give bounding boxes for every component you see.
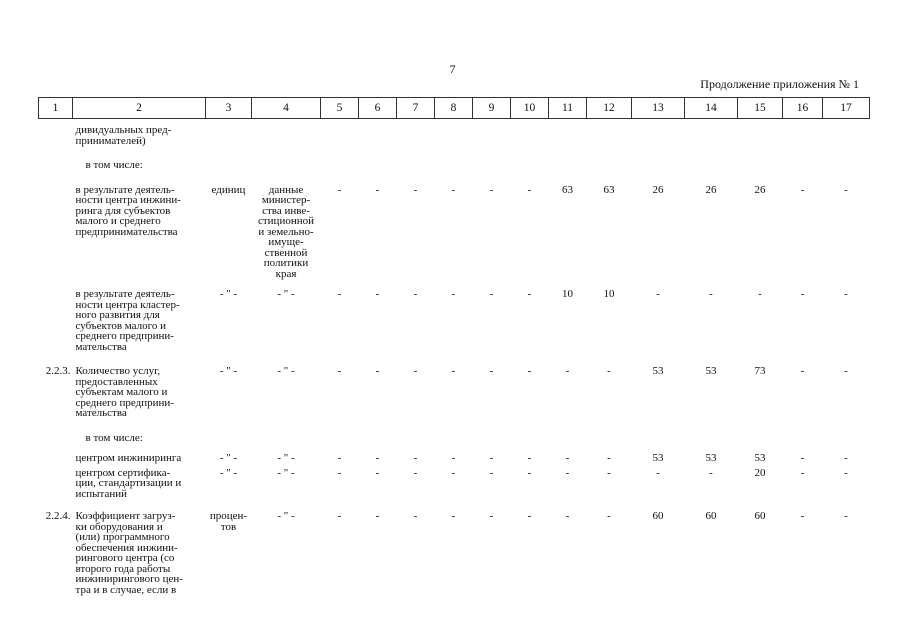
row-value: - xyxy=(800,452,805,464)
row-value xyxy=(435,160,473,171)
row-value: - xyxy=(527,510,532,522)
row-description: в результате деятель- ности центра инжини- ринга для субъектов малого и среднего предпринимательства xyxy=(75,183,181,238)
row-value xyxy=(321,433,359,444)
row-value: - xyxy=(413,288,418,300)
row-value: - xyxy=(375,510,380,522)
row-value xyxy=(685,433,738,444)
row-value xyxy=(549,160,587,171)
row-unit: - " - xyxy=(219,288,238,300)
row-value: - xyxy=(800,288,805,300)
row-unit: - " - xyxy=(219,452,238,464)
row-value: - xyxy=(844,365,848,377)
row-value: - xyxy=(413,510,418,522)
row-description: в результате деятель- ности центра кластер- ного развития для субъектов малого и среднего предприни- мательства xyxy=(75,288,180,353)
row-unit xyxy=(206,160,252,171)
row-value: 10 xyxy=(603,288,615,300)
row-code: 2.2.3. xyxy=(45,365,71,377)
row-value: - xyxy=(337,288,342,300)
row-code xyxy=(39,453,73,464)
table-row xyxy=(39,511,870,595)
row-value xyxy=(321,160,359,171)
row-value: 60 xyxy=(754,510,766,522)
row-value xyxy=(397,160,435,171)
row-value: 53 xyxy=(754,452,766,464)
row-value: - xyxy=(489,183,494,196)
row-value xyxy=(783,160,823,171)
row-value: - xyxy=(844,510,848,522)
row-value: - xyxy=(451,510,456,522)
row-value: - xyxy=(844,466,848,479)
row-value: - xyxy=(607,510,611,522)
row-value: 53 xyxy=(705,452,717,464)
row-unit: - " - xyxy=(219,466,238,479)
row-source xyxy=(252,160,321,171)
header-cell: 17 xyxy=(823,98,870,119)
row-value: - xyxy=(451,365,456,377)
row-value xyxy=(435,125,473,146)
row-value xyxy=(587,125,632,146)
row-value xyxy=(359,433,397,444)
row-value: - xyxy=(527,452,532,464)
row-source: данные министер- ства инве- стиционной и земельно- имуще- ственной политики края xyxy=(257,183,314,280)
row-value: 53 xyxy=(652,365,664,377)
row-value: - xyxy=(489,452,494,464)
header-cell: 8 xyxy=(435,98,473,119)
row-code xyxy=(39,468,73,500)
row-source xyxy=(252,125,321,146)
row-value: - xyxy=(527,466,532,479)
row-value xyxy=(685,160,738,171)
row-value: 73 xyxy=(754,365,766,377)
header-cell: 13 xyxy=(632,98,685,119)
table-row xyxy=(39,289,870,352)
row-value xyxy=(397,125,435,146)
row-value: - xyxy=(375,288,380,300)
row-value xyxy=(435,433,473,444)
row-value: - xyxy=(451,466,456,479)
row-description: в том числе: xyxy=(85,431,143,444)
row-value xyxy=(823,433,870,444)
row-value: - xyxy=(607,452,611,464)
row-value: - xyxy=(800,365,805,377)
row-code xyxy=(39,160,73,171)
row-unit xyxy=(206,125,252,146)
header-cell: 11 xyxy=(549,98,587,119)
row-value: - xyxy=(844,183,848,196)
header-cell: 10 xyxy=(511,98,549,119)
row-source: - " - xyxy=(277,466,295,479)
row-value: - xyxy=(800,466,805,479)
row-value: 60 xyxy=(705,510,717,522)
row-value: - xyxy=(413,466,418,479)
row-value: - xyxy=(565,365,570,377)
header-cell: 12 xyxy=(587,98,632,119)
row-value xyxy=(738,125,783,146)
row-value xyxy=(632,433,685,444)
row-value: - xyxy=(451,288,456,300)
row-value: - xyxy=(337,365,342,377)
row-value: - xyxy=(489,510,494,522)
row-code xyxy=(39,289,73,352)
row-value: - xyxy=(375,452,380,464)
row-value: - xyxy=(337,510,342,522)
row-description: в том числе: xyxy=(85,159,143,171)
row-description: Коэффициент загруз- ки оборудования и (или) программного обеспечения инжини- рингового центра (со второго года работы инжинирингового цен- тра и в случае, если в xyxy=(75,510,183,596)
row-value: - xyxy=(758,288,762,300)
continuation-note: Продолжение приложения № 1 xyxy=(700,77,859,91)
row-description: центром инжиниринга xyxy=(75,452,182,464)
row-value xyxy=(632,125,685,146)
row-source: - " - xyxy=(277,452,295,464)
row-description: дивидуальных пред- принимателей) xyxy=(75,124,172,147)
row-value xyxy=(473,433,511,444)
row-value xyxy=(473,160,511,171)
table-row xyxy=(39,453,870,464)
row-value: - xyxy=(337,466,342,479)
header-cell: 3 xyxy=(206,98,252,119)
row-description: центром сертифика- ции, стандартизации и испытаний xyxy=(75,466,182,500)
row-value xyxy=(321,125,359,146)
row-value: - xyxy=(656,288,660,300)
row-value: - xyxy=(800,183,805,196)
row-source: - " - xyxy=(277,365,295,377)
row-value: 63 xyxy=(603,183,615,196)
row-value xyxy=(359,160,397,171)
row-description: Количество услуг, предоставленных субъектам малого и среднего предприни- мательства xyxy=(75,365,174,419)
page-number: 7 xyxy=(449,62,456,76)
row-source xyxy=(252,433,321,444)
header-cell: 1 xyxy=(39,98,73,119)
table-header-row xyxy=(39,98,870,119)
row-value xyxy=(511,125,549,146)
row-value: - xyxy=(607,466,611,479)
row-code xyxy=(39,433,73,444)
row-value: 53 xyxy=(652,452,664,464)
row-value xyxy=(685,125,738,146)
row-source: - " - xyxy=(277,288,295,300)
header-cell: 5 xyxy=(321,98,359,119)
row-value xyxy=(511,160,549,171)
row-value: - xyxy=(375,365,380,377)
header-cell: 6 xyxy=(359,98,397,119)
row-value: - xyxy=(489,466,494,479)
row-value: - xyxy=(413,365,418,377)
row-value xyxy=(473,125,511,146)
table-row xyxy=(39,366,870,419)
header-cell: 15 xyxy=(738,98,783,119)
row-unit: единиц xyxy=(211,183,246,196)
row-value: - xyxy=(375,466,380,479)
row-value: - xyxy=(709,466,713,479)
row-value: - xyxy=(527,288,532,300)
row-code xyxy=(39,185,73,280)
row-value: - xyxy=(565,466,570,479)
row-value: - xyxy=(656,466,660,479)
row-value: - xyxy=(337,183,342,196)
row-value xyxy=(783,433,823,444)
row-value: - xyxy=(413,452,418,464)
row-value: 26 xyxy=(754,183,766,196)
row-value: - xyxy=(413,183,418,196)
row-value xyxy=(511,433,549,444)
row-value: - xyxy=(527,365,532,377)
row-value: - xyxy=(451,452,456,464)
row-value xyxy=(587,433,632,444)
header-cell: 7 xyxy=(397,98,435,119)
row-value xyxy=(632,160,685,171)
row-code: 2.2.4. xyxy=(45,510,71,522)
table-row xyxy=(39,185,870,280)
row-value: 26 xyxy=(652,183,664,196)
row-value: 63 xyxy=(562,183,573,196)
table-row xyxy=(39,433,870,444)
row-value: - xyxy=(451,183,456,196)
header-cell: 14 xyxy=(685,98,738,119)
row-unit xyxy=(206,433,252,444)
row-value xyxy=(359,125,397,146)
row-value xyxy=(823,125,870,146)
header-cell: 4 xyxy=(252,98,321,119)
row-value xyxy=(397,433,435,444)
row-value: - xyxy=(844,288,848,300)
row-value: 10 xyxy=(562,288,573,300)
row-value: - xyxy=(844,452,848,464)
row-value: - xyxy=(709,288,713,300)
table-row xyxy=(39,468,870,500)
row-value xyxy=(549,125,587,146)
header-cell: 16 xyxy=(783,98,823,119)
row-value: - xyxy=(565,452,570,464)
row-value: - xyxy=(489,365,494,377)
row-value xyxy=(738,160,783,171)
row-value: - xyxy=(800,510,805,522)
row-source: - " - xyxy=(277,510,295,522)
row-value: 53 xyxy=(705,365,717,377)
row-value: - xyxy=(337,452,342,464)
row-value: - xyxy=(565,510,570,522)
row-code xyxy=(39,125,73,146)
row-unit: - " - xyxy=(219,365,238,377)
row-value: - xyxy=(607,365,611,377)
row-value: 60 xyxy=(652,510,664,522)
row-value xyxy=(783,125,823,146)
row-value: 26 xyxy=(705,183,717,196)
table-row xyxy=(39,160,870,171)
row-value xyxy=(738,433,783,444)
row-value xyxy=(549,433,587,444)
row-value: 20 xyxy=(754,466,766,479)
row-unit: процен- тов xyxy=(209,510,248,533)
row-value: - xyxy=(375,183,380,196)
row-value xyxy=(587,160,632,171)
header-cell: 9 xyxy=(473,98,511,119)
header-cell: 2 xyxy=(73,98,206,119)
row-value xyxy=(823,160,870,171)
indicators-table xyxy=(38,97,870,595)
table-row xyxy=(39,125,870,146)
row-value: - xyxy=(527,183,532,196)
row-value: - xyxy=(489,288,494,300)
